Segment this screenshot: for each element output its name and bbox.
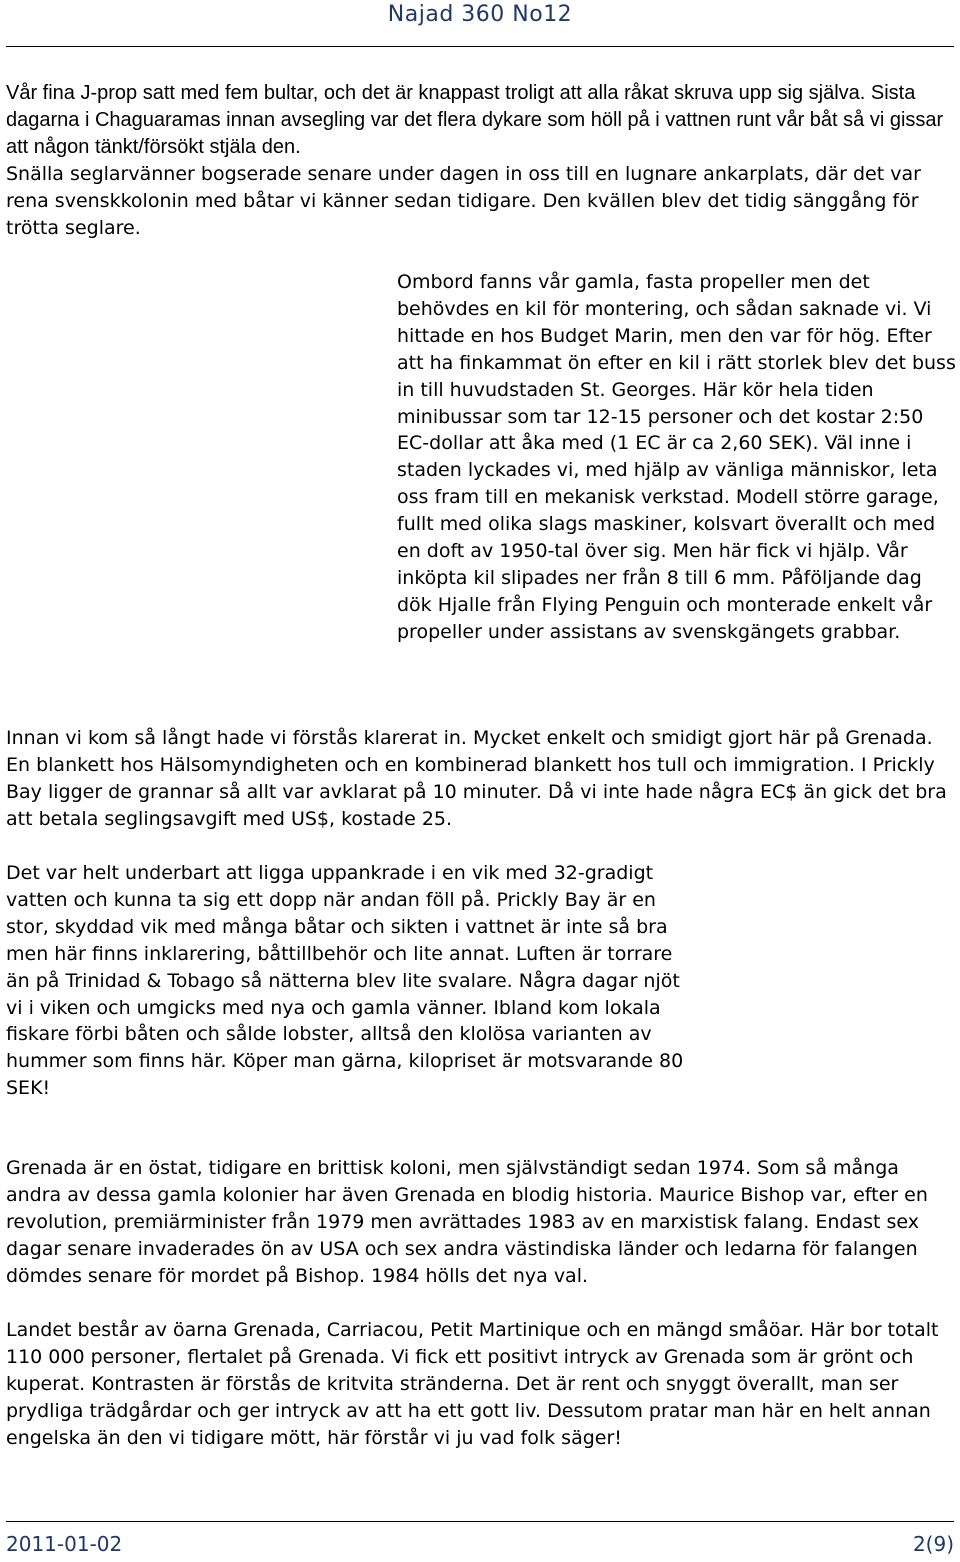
paragraph-propeller-repair: Ombord fanns vår gamla, fasta propeller men det behövdes en kil för montering, och sådan saknade vi. Vi hittade en hos Budget Marin, men den var för hög. Efter att ha finkammat ön efter en kil i rätt storlek blev det buss in till huvudstaden St. Georges. Här kör hela tiden minibussar som tar 12-15 personer och det kostar 2:50 EC-dollar att åka med (1 EC är ca 2,60 SEK). Väl inne i staden lyckades vi, med hjälp av vänliga människor, leta oss fram till en mekanisk verkstad. Modell större garage, fullt med olika slags maskiner, kolsvart överallt och med en doft av 1950-tal över sig. Men här fick vi hjälp. Vår inköpta kil slipades ner från 8 till 6 mm. Påföljande dag dök Hjalle från Flying Penguin och monterade enkelt vår propeller under assistans av svenskgängets grabbar. bbox=[397, 271, 956, 643]
paragraph-customs-clearance: Innan vi kom så långt hade vi förstås klarerat in. Mycket enkelt och smidigt gjort här på Grenada. En blankett hos Hälsomyndigheten och en kombinerad blankett hos tull och immigration. I Prickly Bay ligger de grannar så allt var avklarat på 10 minuter. Då vi inte hade några EC$ än gick det bra att betala seglingsavgift med US$, kostade 25. bbox=[6, 727, 947, 830]
header-divider bbox=[6, 46, 954, 47]
paragraph-propeller-theft: Vår fina J-prop satt med fem bultar, och det är knappast troligt att alla råkat skruva upp sig själva. Sista dagarna i Chaguaramas innan avsegling var det flera dykare som höll på i vattnen runt vår båt så vi gissar att någon tänkt/försökt stjäla den. bbox=[6, 82, 944, 158]
footer-divider bbox=[6, 1521, 954, 1522]
paragraph-grenada-islands: Landet består av öarna Grenada, Carriacou, Petit Martinique och en mängd småöar. Här bor totalt 110 000 personer, flertalet på Grenada. Vi fick ett positivt intryck av Grenada som är grönt och kuperat. Kontrasten är förstås de kritvita stränderna. Det är rent och snyggt överallt, man ser prydliga trädgårdar och ger intryck av att ha ett gott liv. Dessutom pratar man här en helt annan engelska än den vi tidigare mött, här förstår vi ju vad folk säger! bbox=[6, 1319, 939, 1449]
footer-date: 2011-01-02 bbox=[6, 1532, 123, 1556]
paragraph-grenada-history: Grenada är en östat, tidigare en brittisk koloni, men självständigt sedan 1974. Som så många andra av dessa gamla kolonier har även Grenada en blodig historia. Maurice Bishop var, efter en revolution, premiärminister från 1979 men avrättades 1983 av en marxistisk falang. Endast sex dagar senare invaderades ön av USA och sex andra västindiska länder och ledarna för falangen dömdes senare för mordet på Bishop. 1984 hölls det nya val. bbox=[6, 1157, 928, 1287]
page-number: 2(9) bbox=[912, 1532, 954, 1556]
paragraph-prickly-bay: Det var helt underbart att ligga uppankrade i en vik med 32-gradigt vatten och kunna ta sig ett dopp när andan föll på. Prickly Bay är en stor, skyddad vik med många båtar och sikten i vattnet är inte så bra men här finns inklarering, båttillbehör och lite annat. Luften är torrare än på Trinidad & Tobago så nätterna blev lite svalare. Några dagar njöt vi i viken och umgicks med nya och gamla vänner. Ibland kom lokala fiskare förbi båten och sålde lobster, alltså den klolösa varianten av hummer som finns här. Köper man gärna, kilopriset är motsvarande 80 SEK! bbox=[6, 862, 684, 1100]
paragraph-towed-to-anchorage: Snälla seglarvänner bogserade senare under dagen in oss till en lugnare ankarplats, där det var rena svenskkolonin med båtar vi känner sedan tidigare. Den kvällen blev det tidig sänggång för trötta seglare. bbox=[6, 163, 921, 239]
page-header bbox=[0, 0, 960, 27]
document-title: Najad 360 No12 bbox=[387, 2, 573, 27]
